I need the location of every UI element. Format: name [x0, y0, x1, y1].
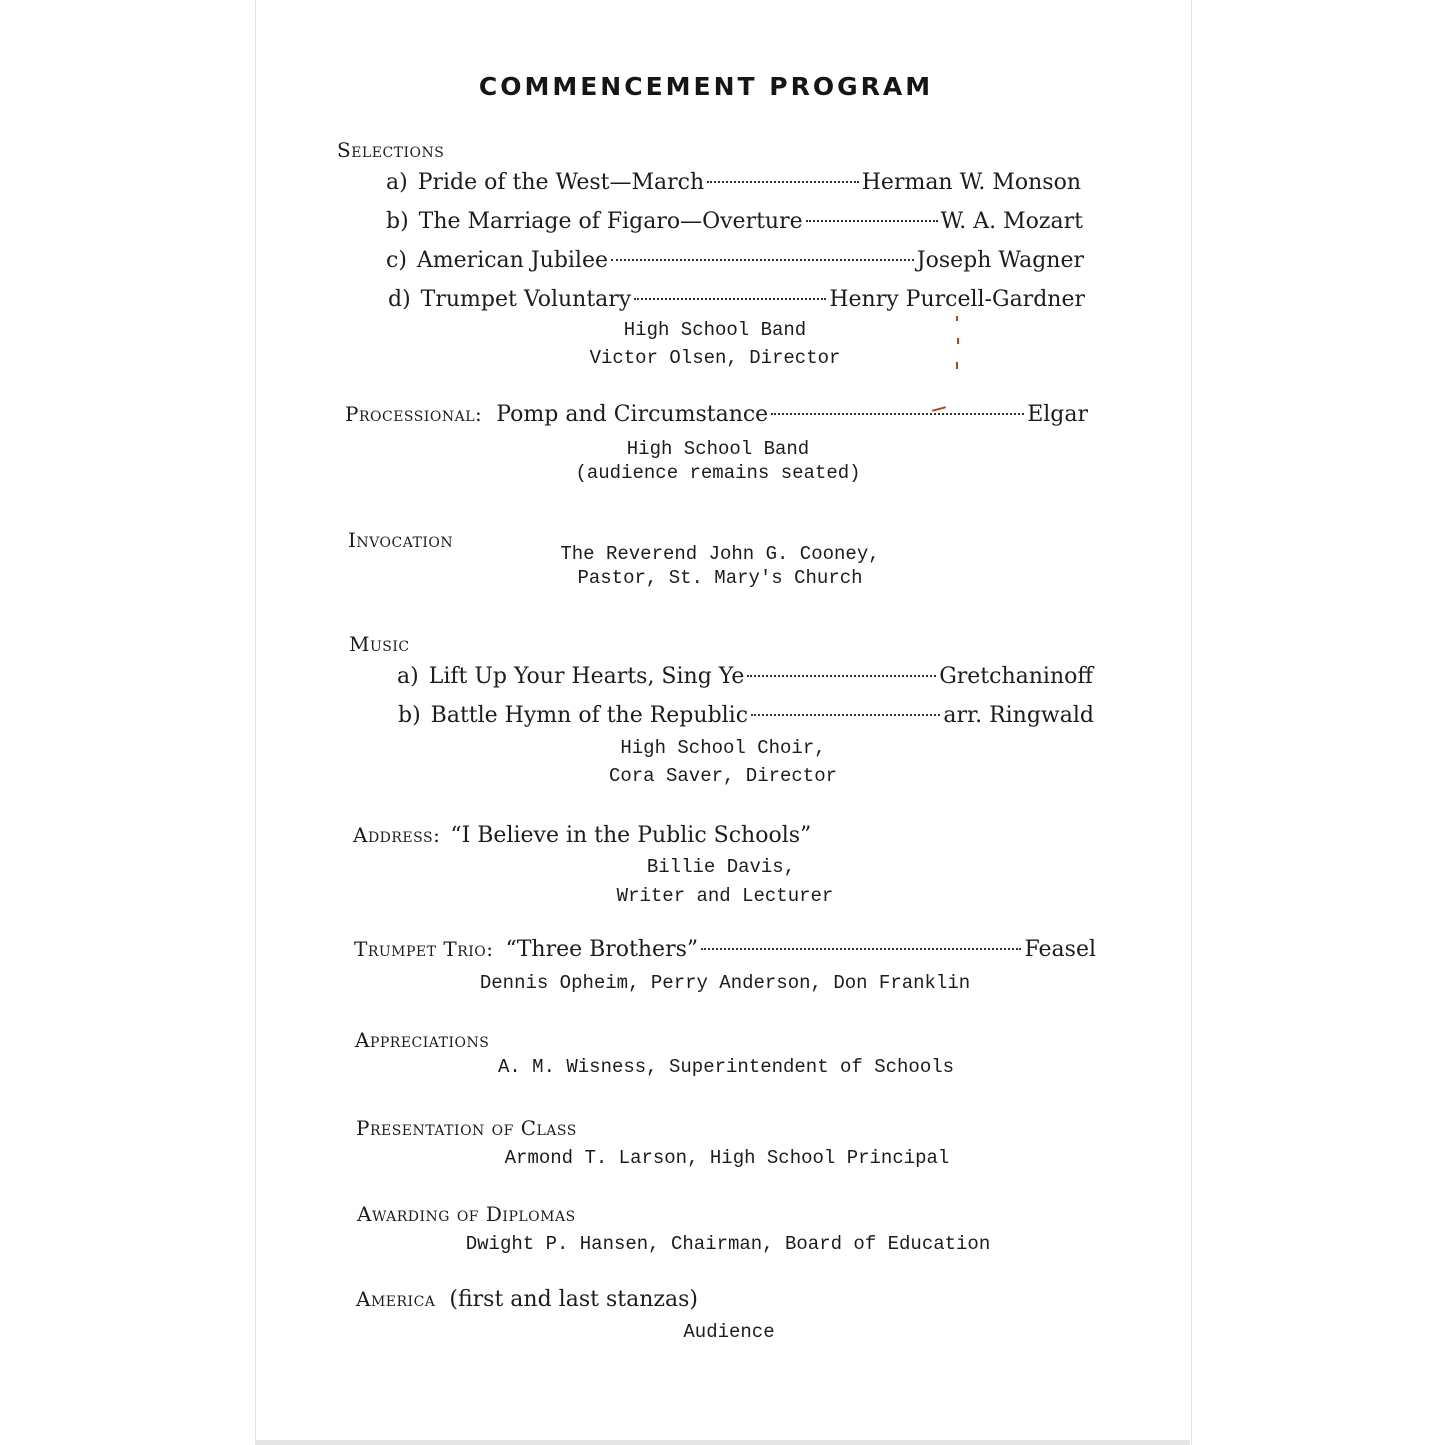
item-label: c) [386, 248, 407, 273]
item-label: a) [397, 664, 419, 689]
invocation-name: The Reverend John G. Cooney, [560, 543, 880, 565]
item-composer: arr. Ringwald [943, 703, 1094, 728]
selection-item-d [388, 287, 1085, 312]
page-bottom-edge [255, 1440, 1190, 1445]
processional-composer: Elgar [1027, 402, 1088, 427]
america-performer: Audience [683, 1321, 775, 1343]
item-title: Battle Hymn of the Republic [430, 703, 749, 728]
dot-leader [751, 714, 940, 716]
item-composer: Joseph Wagner [916, 248, 1084, 273]
item-label: b) [398, 703, 421, 728]
item-label: b) [386, 209, 409, 234]
processional-note: (audience remains seated) [575, 462, 861, 484]
diplomas-heading: Awarding of Diplomas [357, 1202, 576, 1226]
america-line [356, 1287, 698, 1312]
item-composer: Gretchaninoff [939, 664, 1093, 689]
item-composer: Henry Purcell-Gardner [829, 287, 1085, 312]
dot-leader [771, 413, 1024, 415]
trumpet-trio-performers: Dennis Opheim, Perry Anderson, Don Franklin [479, 972, 971, 994]
invocation-role: Pastor, St. Mary's Church [577, 567, 863, 589]
trumpet-trio-title: “Three Brothers” [505, 937, 699, 962]
trumpet-trio-composer: Feasel [1024, 937, 1096, 962]
presentation-heading: Presentation of Class [356, 1116, 577, 1140]
ink-mark [956, 362, 958, 369]
trumpet-trio-line [354, 937, 1096, 962]
dot-leader [747, 675, 936, 677]
presentation-name: Armond T. Larson, High School Principal [504, 1147, 950, 1169]
address-heading: Address: [353, 823, 441, 847]
trumpet-trio-heading: Trumpet Trio: [354, 937, 494, 961]
music-item-b [398, 703, 1094, 728]
dot-leader [707, 181, 859, 183]
item-title: Lift Up Your Hearts, Sing Ye [428, 664, 745, 689]
music-performer: High School Choir, [620, 737, 826, 759]
dot-leader [701, 948, 1021, 950]
selection-item-a [386, 170, 1081, 195]
america-note: (first and last stanzas) [449, 1287, 698, 1312]
selections-performer: High School Band [623, 319, 807, 341]
selections-heading: Selections [337, 138, 445, 162]
processional-performer: High School Band [626, 438, 810, 460]
item-composer: W. A. Mozart [940, 209, 1083, 234]
address-speaker: Billie Davis, [646, 856, 796, 878]
music-director: Cora Saver, Director [608, 765, 838, 787]
program-title: COMMENCEMENT PROGRAM [478, 72, 934, 101]
address-title: “I Believe in the Public Schools” [450, 823, 812, 848]
dot-leader [634, 298, 826, 300]
address-line [353, 823, 811, 848]
item-title: American Jubilee [416, 248, 609, 273]
ink-mark [956, 316, 958, 321]
diplomas-name: Dwight P. Hansen, Chairman, Board of Education [465, 1233, 991, 1255]
dot-leader [806, 220, 938, 222]
item-label: d) [388, 287, 411, 312]
america-heading: America [356, 1287, 436, 1311]
invocation-heading: Invocation [348, 528, 454, 552]
processional-title: Pomp and Circumstance [496, 402, 769, 427]
processional-line [345, 402, 1088, 427]
appreciations-heading: Appreciations [355, 1028, 490, 1052]
music-item-a [397, 664, 1093, 689]
item-composer: Herman W. Monson [861, 170, 1081, 195]
dot-leader [611, 259, 914, 261]
music-heading: Music [349, 632, 410, 656]
appreciations-name: A. M. Wisness, Superintendent of Schools [497, 1056, 955, 1078]
selection-item-b [386, 209, 1083, 234]
address-role: Writer and Lecturer [616, 885, 834, 907]
processional-heading: Processional: [345, 402, 483, 426]
selection-item-c [386, 248, 1084, 273]
selections-director: Victor Olsen, Director [589, 347, 841, 369]
ink-mark [957, 338, 959, 344]
item-label: a) [386, 170, 408, 195]
item-title: Pride of the West—March [417, 170, 705, 195]
item-title: Trumpet Voluntary [420, 287, 632, 312]
item-title: The Marriage of Figaro—Overture [418, 209, 803, 234]
